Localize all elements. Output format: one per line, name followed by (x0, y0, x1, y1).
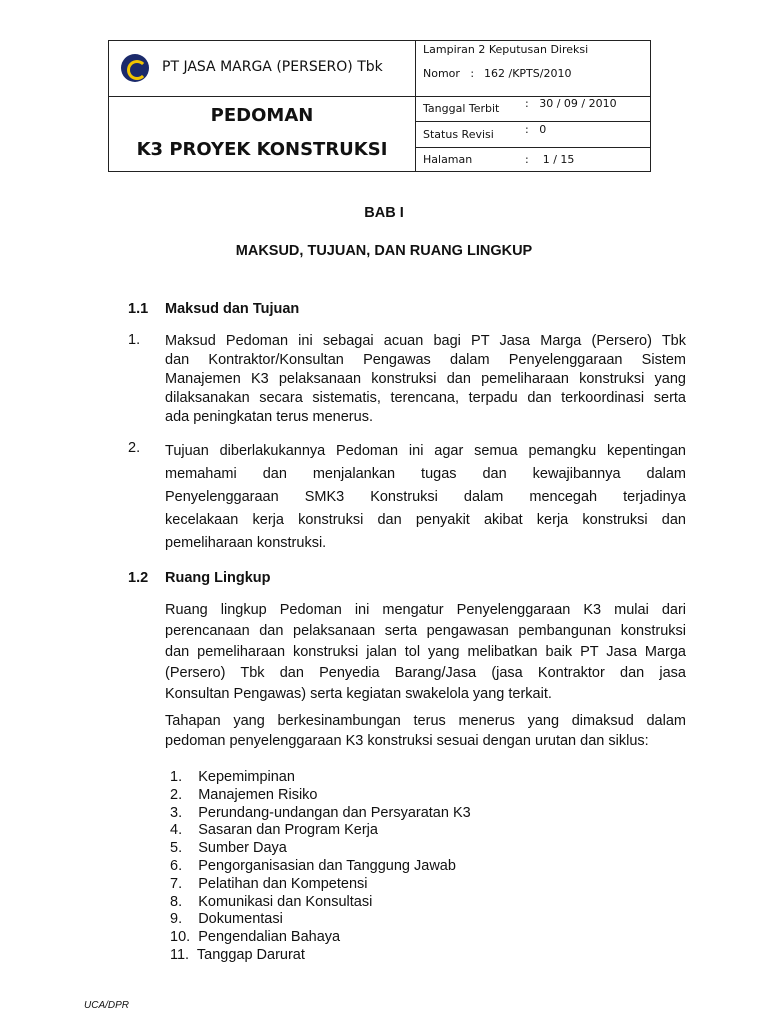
text-line: ada peningkatan terus menerus. (165, 409, 373, 425)
paragraph-tahapan (165, 711, 686, 751)
text-line: Tujuan diberlakukannya Pedoman ini agar semua pemangku kepentingan (165, 443, 686, 459)
nomor-value: 162 /KPTS/2010 (484, 67, 572, 80)
status-label: Status Revisi (423, 128, 494, 141)
chapter-label: BAB I (364, 205, 404, 221)
text-line: Konsultan Pengawas) serta kegiatan swakelola yang terkait. (165, 686, 552, 702)
jasa-marga-logo-icon (121, 54, 149, 82)
text-line: (Persero) Tbk dan Penyedia Barang/Jasa (jasa Kontraktor dan jasa (165, 665, 686, 681)
divider (415, 41, 416, 171)
doc-subtitle: K3 PROYEK KONSTRUKSI (136, 139, 388, 160)
text-line: dan pemeliharaan konstruksi jalan tol yang melibatkan baik PT Jasa Marga (165, 644, 686, 660)
list-item: 5. Sumber Daya (170, 840, 287, 857)
list-item: 2. Manajemen Risiko (170, 786, 318, 803)
text-line: dan Kontraktor/Konsultan Pengawas dalam Penyelenggaraan Sistem (165, 352, 686, 368)
paragraph-tujuan (165, 440, 686, 555)
list-item: 8. Komunikasi dan Konsultasi (170, 893, 373, 910)
text-line: Maksud Pedoman ini sebagai acuan bagi PT Jasa Marga (Persero) Tbk (165, 333, 686, 349)
section-number: 1.1 (128, 301, 149, 317)
text-line: pedoman penyelenggaraan K3 konstruksi sesuai dengan urutan dan siklus: (165, 733, 649, 749)
list-item: 1. Kepemimpinan (170, 769, 295, 785)
divider (415, 121, 650, 122)
divider (415, 147, 650, 148)
list-item: 3. Perundang-undangan dan Persyaratan K3 (170, 804, 471, 821)
text-line: pemeliharaan konstruksi. (165, 535, 327, 551)
lampiran: Lampiran 2 Keputusan Direksi (423, 43, 589, 56)
document-header-table (108, 40, 651, 172)
item-number: 2. (128, 440, 141, 456)
tanggal-value: : 30 / 09 / 2010 (525, 97, 617, 110)
cycle-list (170, 769, 471, 965)
text-line: dilaksanakan secara sistematis, terencana, terpadu dan terkoordinasi serta (165, 390, 686, 406)
paragraph-maksud (165, 332, 686, 427)
list-item: 7. Pelatihan dan Kompetensi (170, 875, 368, 892)
item-number: 1. (128, 332, 141, 348)
text-line: perencanaan dan pelaksanaan serta pengawasan pembangunan konstruksi (165, 623, 686, 639)
list-item: 4. Sasaran dan Program Kerja (170, 822, 378, 839)
list-item: 10. Pengendalian Bahaya (170, 929, 341, 946)
tanggal-label: Tanggal Terbit (423, 102, 500, 115)
halaman-value: : 1 / 15 (525, 153, 575, 166)
text-line: Penyelenggaraan SMK3 Konstruksi dalam mencegah terjadinya (165, 489, 686, 505)
nomor-label: Nomor : (423, 67, 475, 80)
list-item: 11. Tanggap Darurat (170, 946, 305, 963)
list-item: 6. Pengorganisasian dan Tanggung Jawab (170, 857, 456, 874)
halaman-label: Halaman (423, 153, 473, 166)
doc-title: PEDOMAN (210, 105, 314, 126)
company-name: PT JASA MARGA (PERSERO) Tbk (162, 59, 383, 75)
section-title: Ruang Lingkup (165, 570, 271, 586)
footer-code: UCA/DPR (84, 1000, 130, 1011)
paragraph-ruang-lingkup (165, 600, 686, 705)
text-line: kecelakaan kerja konstruksi dan penyakit akibat kerja konstruksi dan (165, 512, 686, 528)
section-title: Maksud dan Tujuan (165, 301, 300, 317)
section-number: 1.2 (128, 570, 149, 586)
text-line: Tahapan yang berkesinambungan terus menerus yang dimaksud dalam (165, 713, 686, 729)
text-line: Ruang lingkup Pedoman ini mengatur Penyelenggaraan K3 mulai dari (165, 602, 686, 618)
text-line: memahami dan menjalankan tugas dan kewajibannya dalam (165, 466, 686, 482)
text-line: Manajemen K3 pelaksanaan konstruksi dan pemeliharaan konstruksi yang (165, 371, 686, 387)
chapter-title: MAKSUD, TUJUAN, DAN RUANG LINGKUP (235, 243, 533, 259)
list-item: 9. Dokumentasi (170, 911, 283, 928)
status-value: : 0 (525, 123, 547, 136)
